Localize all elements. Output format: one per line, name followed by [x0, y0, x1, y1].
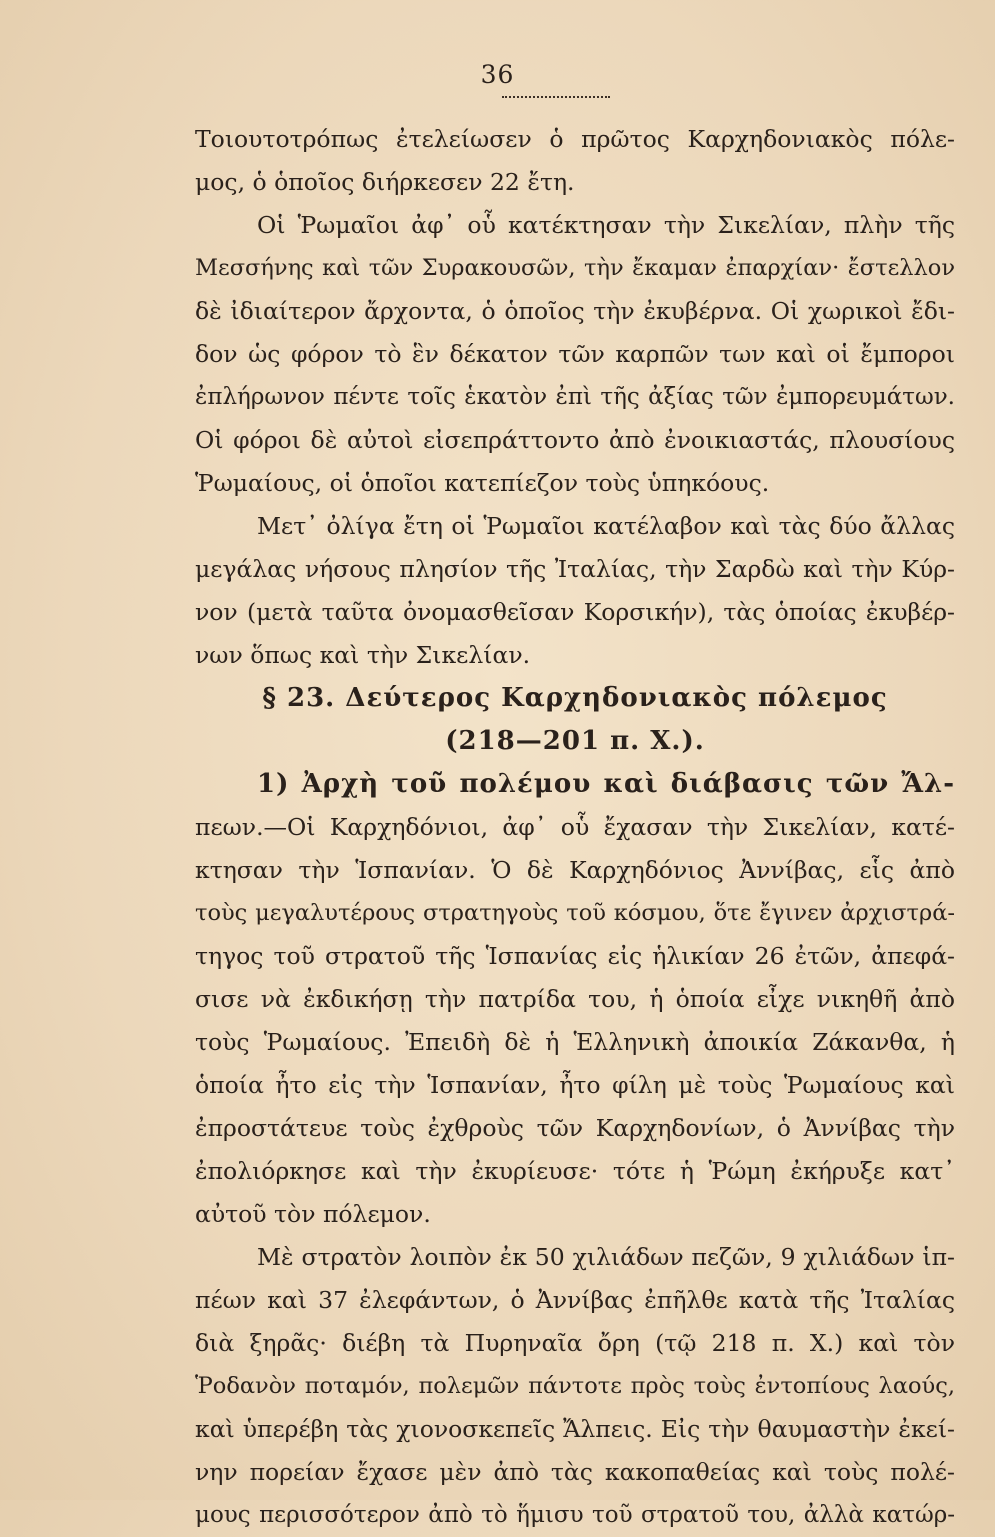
text-line: μους περισσότερον ἀπὸ τὸ ἥμισυ τοῦ στρατοῦ του, ἀλλὰ κατώρ-: [195, 1502, 955, 1528]
text-line: τοὺς μεγαλυτέρους στρατηγοὺς τοῦ κόσμου, ὅτε ἔγινεν ἀρχιστρά-: [195, 900, 955, 926]
text-line: μος, ὁ ὁποῖος διήρκεσεν 22 ἔτη.: [195, 168, 575, 196]
text-line: δὲ ἰδιαίτερον ἄρχοντα, ὁ ὁποῖος τὴν ἐκυβέρνα. Οἱ χωρικοὶ ἔδι-: [195, 297, 955, 325]
text-line: δον ὡς φόρον τὸ ἓν δέκατον τῶν καρπῶν των καὶ οἱ ἔμποροι: [195, 340, 955, 368]
text-line: τοὺς Ῥωμαίους. Ἐπειδὴ δὲ ἡ Ἑλληνικὴ ἀποικία Ζάκανθα, ἡ: [195, 1028, 955, 1056]
text-line: νων ὅπως καὶ τὴν Σικελίαν.: [195, 641, 531, 669]
text-line: σισε νὰ ἐκδικήσῃ τὴν πατρίδα του, ἡ ὁποία εἶχε νικηθῆ ἀπὸ: [195, 985, 955, 1013]
page-number-rule: [502, 96, 610, 98]
text-line: ὁποία ἦτο εἰς τὴν Ἱσπανίαν, ἦτο φίλη μὲ τοὺς Ῥωμαίους καὶ: [195, 1071, 955, 1099]
text-line: ἐπολιόρκησε καὶ τὴν ἐκυρίευσε· τότε ἡ Ῥώμη ἐκήρυξε κατ᾽: [195, 1157, 955, 1185]
text-line: αὐτοῦ τὸν πόλεμον.: [195, 1200, 431, 1228]
text-line: τηγος τοῦ στρατοῦ τῆς Ἱσπανίας εἰς ἡλικίαν 26 ἐτῶν, ἀπεφά-: [195, 942, 955, 970]
text-line: πέων καὶ 37 ἐλεφάντων, ὁ Ἀννίβας ἐπῆλθε κατὰ τῆς Ἰταλίας: [195, 1286, 955, 1314]
text-line: Μὲ στρατὸν λοιπὸν ἐκ 50 χιλιάδων πεζῶν, 9 χιλιάδων ἱπ-: [257, 1243, 955, 1271]
text-line: κτησαν τὴν Ἱσπανίαν. Ὁ δὲ Καρχηδόνιος Ἀννίβας, εἷς ἀπὸ: [195, 856, 955, 884]
page-body: [195, 118, 955, 1537]
text-line: ἐπλήρωνον πέντε τοῖς ἑκατὸν ἐπὶ τῆς ἀξίας τῶν ἐμπορευμάτων.: [195, 384, 955, 410]
text-line: διὰ ξηρᾶς· διέβη τὰ Πυρηναῖα ὄρη (τῷ 218 π. Χ.) καὶ τὸν: [195, 1329, 955, 1357]
text-line: πεων.—Οἱ Καρχηδόνιοι, ἀφ᾽ οὗ ἔχασαν τὴν Σικελίαν, κατέ-: [195, 813, 955, 841]
text-line: Μεσσήνης καὶ τῶν Συρακουσῶν, τὴν ἔκαμαν ἐπαρχίαν· ἔστελλον: [195, 255, 955, 281]
text-line: Μετ᾽ ὀλίγα ἔτη οἱ Ῥωμαῖοι κατέλαβον καὶ τὰς δύο ἄλλας: [257, 512, 955, 540]
text-line: Ῥωμαίους, οἱ ὁποῖοι κατεπίεζον τοὺς ὑπηκόους.: [195, 469, 770, 497]
text-line: μεγάλας νήσους πλησίον τῆς Ἰταλίας, τὴν Σαρδὼ καὶ τὴν Κύρ-: [195, 555, 955, 583]
text-line: Τοιουτοτρόπως ἐτελείωσεν ὁ πρῶτος Καρχηδονιακὸς πόλε-: [195, 125, 955, 153]
text-line: Οἱ Ῥωμαῖοι ἀφ᾽ οὗ κατέκτησαν τὴν Σικελίαν, πλὴν τῆς: [257, 211, 955, 239]
text-line: νην πορείαν ἔχασε μὲν ἀπὸ τὰς κακοπαθείας καὶ τοὺς πολέ-: [195, 1458, 955, 1486]
section-title: § 23. Δεύτερος Καρχηδονιακὸς πόλεμος: [262, 683, 888, 713]
text-line: νον (μετὰ ταῦτα ὀνομασθεῖσαν Κορσικήν), τὰς ὁποίας ἐκυβέρ-: [195, 598, 955, 626]
text-line: καὶ ὑπερέβη τὰς χιονοσκεπεῖς Ἄλπεις. Εἰς τὴν θαυμαστὴν ἐκεί-: [195, 1415, 955, 1443]
text-line: Ῥοδανὸν ποταμόν, πολεμῶν πάντοτε πρὸς τοὺς ἐντοπίους λαούς,: [195, 1373, 955, 1399]
text-line: Οἱ φόροι δὲ αὐτοὶ εἰσεπράττοντο ἀπὸ ἐνοικιαστάς, πλουσίους: [195, 426, 955, 454]
text-line: ἐπροστάτευε τοὺς ἐχθροὺς τῶν Καρχηδονίων, ὁ Ἀννίβας τὴν: [195, 1114, 955, 1142]
subsection-heading: 1) Ἀρχὴ τοῦ πολέμου καὶ διάβασις τῶν Ἄλ-: [257, 769, 955, 799]
section-dates: (218—201 π. Χ.).: [445, 726, 705, 756]
page-number: 36: [480, 60, 515, 89]
